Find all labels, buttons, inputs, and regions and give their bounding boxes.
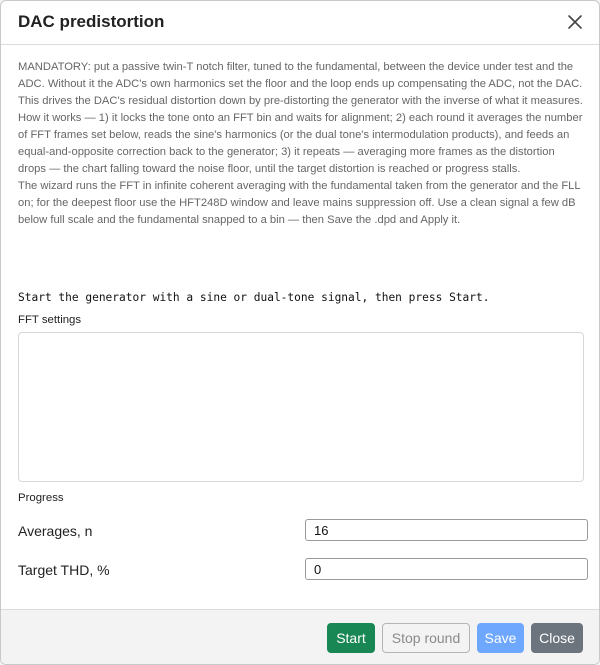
instruction-paragraph: The wizard runs the FFT in infinite coherent averaging with the fundamental taken from the generator and the FLL on; for the deepest floor use the HFT248D window and leave mains suppression off. Use a clean signal a few dB below full scale and the fundamental snapped to a bin — then Save the .dpd and Apply it. [18, 180, 581, 226]
averages-input[interactable] [305, 519, 588, 541]
fft-settings-panel[interactable] [18, 332, 584, 482]
instruction-paragraph: This drives the DAC's residual distortion down by pre-distorting the generator with the inverse of what it measures. [18, 95, 583, 107]
target-thd-label: Target THD, % [18, 562, 110, 578]
instructions-text [18, 59, 584, 229]
close-button[interactable]: Close [531, 623, 583, 653]
dialog-title: DAC predistortion [18, 12, 165, 31]
instruction-paragraph: How it works — 1) it locks the tone onto an FFT bin and waits for alignment; 2) each round it averages the number of FFT frames set below, reads the sine's harmonics (or the dual tone's intermodulation products), and feeds an equal-and-opposite correction back to the generator; 3) it repeats — averaging more frames as the distortion drops — the chart falling toward the noise floor, until the target distortion is reached or progress stalls. [18, 112, 583, 175]
dialog-header [1, 1, 599, 45]
averages-label: Averages, n [18, 523, 93, 539]
instruction-paragraph: MANDATORY: put a passive twin-T notch filter, tuned to the fundamental, between the device under test and the ADC. Without it the ADC's own harmonics set the floor and the loop ends up compensating the ADC, not the DAC. [18, 61, 583, 90]
fft-settings-label: FFT settings [18, 314, 82, 326]
start-button[interactable]: Start [327, 623, 375, 653]
target-thd-input[interactable] [305, 558, 588, 580]
dialog-footer [1, 609, 599, 665]
close-icon[interactable] [564, 11, 586, 33]
stop-round-button[interactable]: Stop round [382, 623, 470, 653]
status-line: Start the generator with a sine or dual-tone signal, then press Start. [18, 291, 490, 304]
progress-label: Progress [18, 492, 64, 504]
save-button[interactable]: Save [477, 623, 524, 653]
dialog-body [18, 59, 584, 229]
